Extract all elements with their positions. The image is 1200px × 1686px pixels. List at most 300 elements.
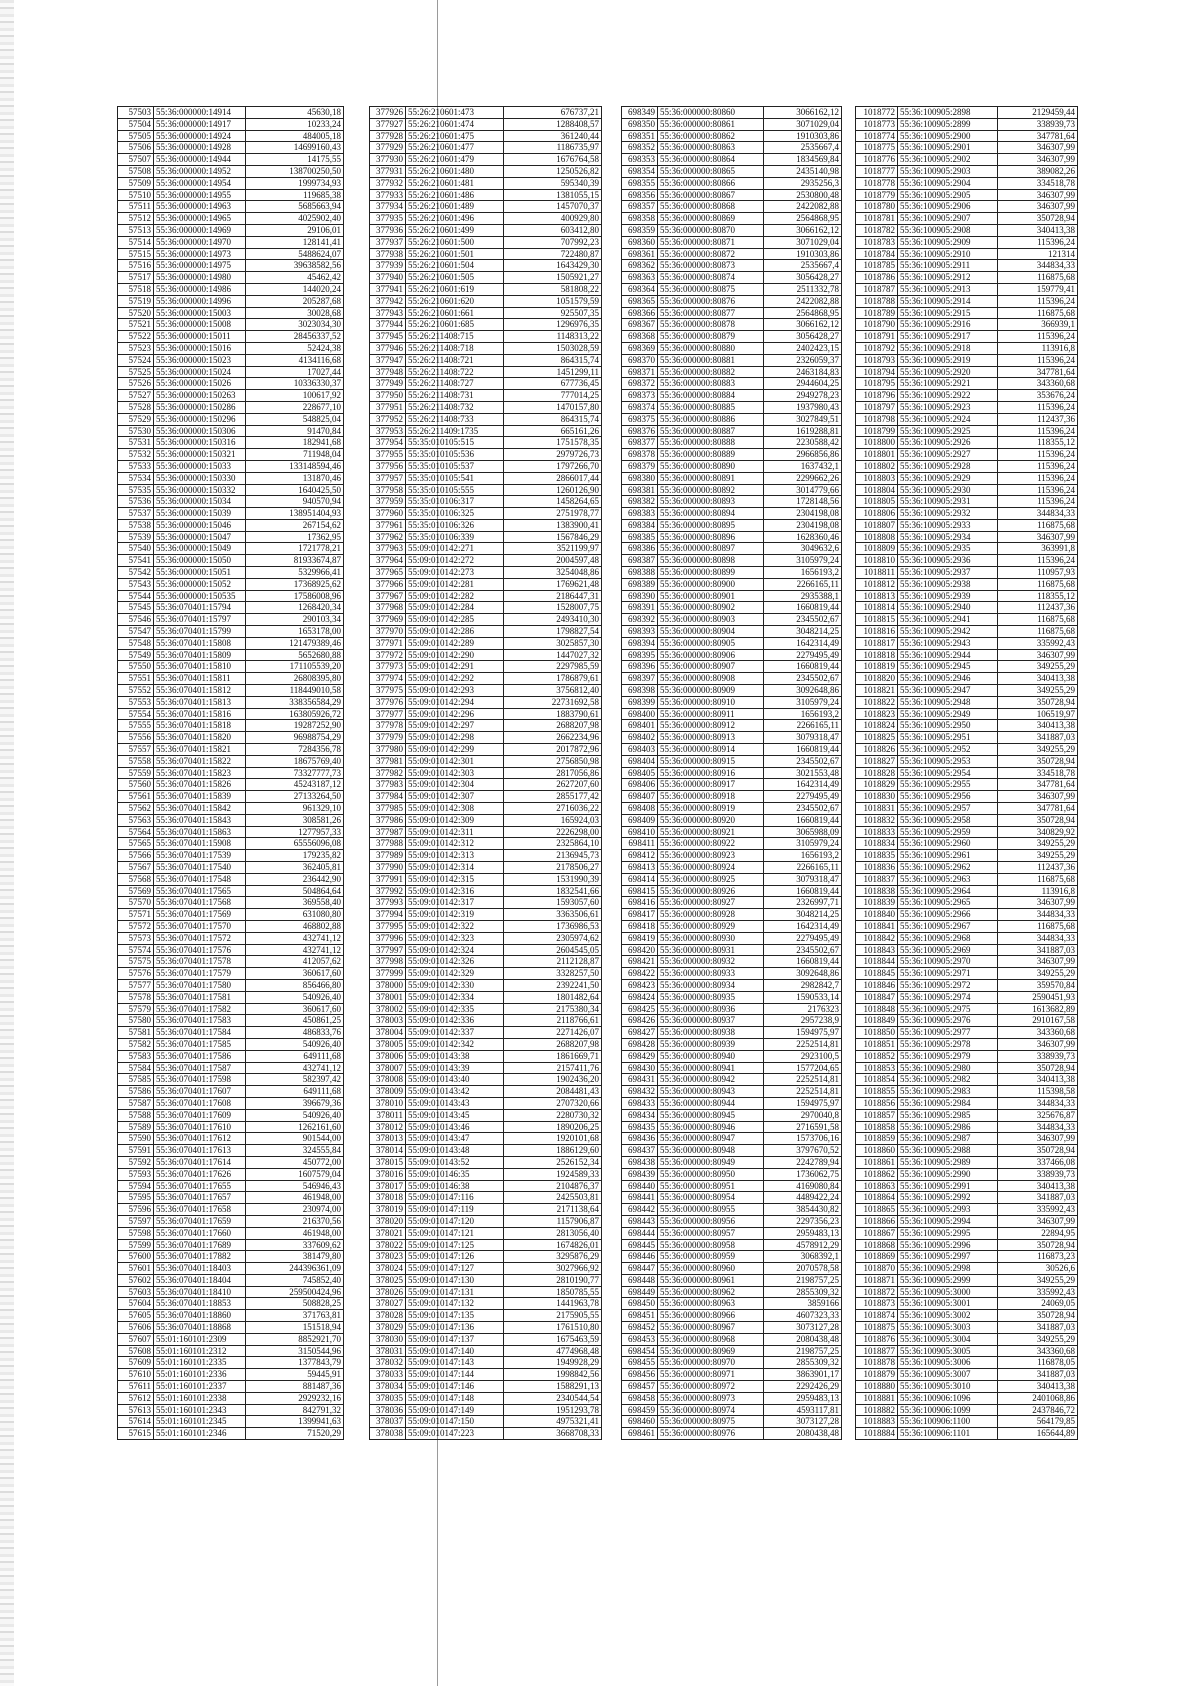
table-row <box>856 897 1078 909</box>
cadastral-number-cell: 55:36:000000:80972 <box>658 1381 764 1393</box>
cadastral-number-cell: 55:36:070401:17584 <box>154 1027 246 1039</box>
table-row <box>856 590 1078 602</box>
value-cell: 338939,73 <box>998 1050 1078 1062</box>
table-row <box>622 968 842 980</box>
cadastral-number-cell: 55:09:010142:303 <box>406 767 504 779</box>
table-row <box>118 1333 344 1345</box>
row-number-cell: 1018877 <box>856 1345 898 1357</box>
cadastral-number-cell: 55:36:100905:2954 <box>898 767 998 779</box>
table-row <box>622 1062 842 1074</box>
row-number-cell: 1018819 <box>856 661 898 673</box>
cadastral-number-cell: 55:09:010143:38 <box>406 1050 504 1062</box>
row-number-cell: 1018815 <box>856 614 898 626</box>
value-cell: 940570,94 <box>246 496 344 508</box>
table-row <box>370 1322 602 1334</box>
row-number-cell: 698354 <box>622 165 658 177</box>
cadastral-number-cell: 55:36:000000:80925 <box>658 873 764 885</box>
row-number-cell: 57539 <box>118 531 154 543</box>
table-row <box>856 1192 1078 1204</box>
row-number-cell: 698387 <box>622 555 658 567</box>
table-row <box>118 1204 344 1216</box>
row-number-cell: 698418 <box>622 920 658 932</box>
value-cell: 3797670,52 <box>764 1145 842 1157</box>
cadastral-number-cell: 55:35:010105:537 <box>406 460 504 472</box>
cadastral-number-cell: 55:36:100905:2923 <box>898 401 998 413</box>
registry-table-2 <box>369 106 602 1440</box>
value-cell: 308581,26 <box>246 814 344 826</box>
cadastral-number-cell: 55:09:010142:296 <box>406 708 504 720</box>
cadastral-number-cell: 55:36:100905:2922 <box>898 390 998 402</box>
cadastral-number-cell: 55:36:000000:150332 <box>154 484 246 496</box>
cadastral-number-cell: 55:36:000000:80943 <box>658 1086 764 1098</box>
registry-table-1 <box>117 106 344 1440</box>
value-cell: 115396,24 <box>998 401 1078 413</box>
table-row <box>370 118 602 130</box>
value-cell: 2230588,42 <box>764 437 842 449</box>
value-cell: 2401068,86 <box>998 1392 1078 1404</box>
row-number-cell: 57572 <box>118 920 154 932</box>
row-number-cell: 377965 <box>370 567 406 579</box>
row-number-cell: 698350 <box>622 118 658 130</box>
row-number-cell: 378005 <box>370 1038 406 1050</box>
value-cell: 4975321,41 <box>504 1416 602 1428</box>
table-row <box>622 1192 842 1204</box>
value-cell: 2604545,05 <box>504 944 602 956</box>
value-cell: 1528007,75 <box>504 602 602 614</box>
row-number-cell: 698434 <box>622 1109 658 1121</box>
table-row <box>856 755 1078 767</box>
row-number-cell: 378017 <box>370 1180 406 1192</box>
cadastral-number-cell: 55:36:070401:17570 <box>154 920 246 932</box>
value-cell: 324555,84 <box>246 1145 344 1157</box>
row-number-cell: 377973 <box>370 661 406 673</box>
row-number-cell: 698427 <box>622 1027 658 1039</box>
row-number-cell: 698384 <box>622 519 658 531</box>
row-number-cell: 377941 <box>370 283 406 295</box>
cadastral-number-cell: 55:36:100905:2918 <box>898 342 998 354</box>
cadastral-number-cell: 55:36:070401:15818 <box>154 720 246 732</box>
value-cell: 3092648,86 <box>764 968 842 980</box>
cadastral-number-cell: 55:26:210601:500 <box>406 236 504 248</box>
table-row <box>118 897 344 909</box>
cadastral-number-cell: 55:36:000000:80945 <box>658 1109 764 1121</box>
cadastral-number-cell: 55:09:010147:132 <box>406 1298 504 1310</box>
value-cell: 115396,24 <box>998 425 1078 437</box>
value-cell: 1157906,87 <box>504 1215 602 1227</box>
table-row <box>622 201 842 213</box>
row-number-cell: 1018824 <box>856 720 898 732</box>
table-row <box>856 413 1078 425</box>
row-number-cell: 377926 <box>370 107 406 119</box>
cadastral-number-cell: 55:36:000000:14924 <box>154 130 246 142</box>
value-cell: 400929,80 <box>504 213 602 225</box>
value-cell: 1642314,49 <box>764 779 842 791</box>
cadastral-number-cell: 55:36:100906:1096 <box>898 1392 998 1404</box>
row-number-cell: 57597 <box>118 1215 154 1227</box>
value-cell: 360617,60 <box>246 1003 344 1015</box>
value-cell: 340413,38 <box>998 1180 1078 1192</box>
value-cell: 115396,24 <box>998 555 1078 567</box>
value-cell: 116875,68 <box>998 920 1078 932</box>
table-row <box>370 944 602 956</box>
value-cell: 1577204,65 <box>764 1062 842 1074</box>
value-cell: 504864,64 <box>246 885 344 897</box>
table-row <box>370 1333 602 1345</box>
cadastral-number-cell: 55:36:100905:2898 <box>898 107 998 119</box>
table-row <box>622 944 842 956</box>
value-cell: 353676,24 <box>998 390 1078 402</box>
row-number-cell: 698454 <box>622 1345 658 1357</box>
cadastral-number-cell: 55:36:100905:2968 <box>898 932 998 944</box>
table-row <box>856 401 1078 413</box>
row-number-cell: 1018811 <box>856 567 898 579</box>
cadastral-number-cell: 55:09:010147:135 <box>406 1310 504 1322</box>
table-row <box>370 307 602 319</box>
cadastral-number-cell: 55:26:210601:496 <box>406 213 504 225</box>
row-number-cell: 698436 <box>622 1133 658 1145</box>
value-cell: 1383900,41 <box>504 519 602 531</box>
row-number-cell: 57545 <box>118 602 154 614</box>
table-row <box>370 201 602 213</box>
table-row <box>370 1015 602 1027</box>
cadastral-number-cell: 55:09:010142:313 <box>406 850 504 862</box>
table-row <box>118 354 344 366</box>
value-cell: 115398,58 <box>998 1086 1078 1098</box>
row-number-cell: 698413 <box>622 862 658 874</box>
cadastral-number-cell: 55:36:000000:80899 <box>658 567 764 579</box>
cadastral-number-cell: 55:36:000000:80944 <box>658 1097 764 1109</box>
value-cell: 1660819,44 <box>764 602 842 614</box>
cadastral-number-cell: 55:36:070401:17658 <box>154 1204 246 1216</box>
table-row <box>118 1274 344 1286</box>
value-cell: 113916,8 <box>998 342 1078 354</box>
row-number-cell: 1018846 <box>856 979 898 991</box>
table-row <box>856 484 1078 496</box>
row-number-cell: 1018849 <box>856 1015 898 1027</box>
value-cell: 179235,82 <box>246 850 344 862</box>
cadastral-number-cell: 55:09:010147:146 <box>406 1381 504 1393</box>
value-cell: 2176323 <box>764 1003 842 1015</box>
cadastral-number-cell: 55:36:100905:2901 <box>898 142 998 154</box>
cadastral-number-cell: 55:36:100905:2993 <box>898 1204 998 1216</box>
row-number-cell: 1018777 <box>856 165 898 177</box>
cadastral-number-cell: 55:36:070401:17598 <box>154 1074 246 1086</box>
table-row <box>370 732 602 744</box>
value-cell: 325676,87 <box>998 1109 1078 1121</box>
cadastral-number-cell: 55:36:100905:2975 <box>898 1003 998 1015</box>
value-cell: 1457070,37 <box>504 201 602 213</box>
table-row <box>856 1416 1078 1428</box>
table-row <box>622 107 842 119</box>
cadastral-number-cell: 55:36:000000:14944 <box>154 154 246 166</box>
row-number-cell: 57518 <box>118 283 154 295</box>
table-row <box>856 1109 1078 1121</box>
row-number-cell: 698406 <box>622 779 658 791</box>
row-number-cell: 698456 <box>622 1369 658 1381</box>
cadastral-number-cell: 55:36:000000:14986 <box>154 283 246 295</box>
table-row <box>370 1086 602 1098</box>
row-number-cell: 57611 <box>118 1381 154 1393</box>
cadastral-number-cell: 55:35:010105:515 <box>406 437 504 449</box>
cadastral-number-cell: 55:36:100905:2935 <box>898 543 998 555</box>
value-cell: 1643429,30 <box>504 260 602 272</box>
row-number-cell: 698383 <box>622 508 658 520</box>
cadastral-number-cell: 55:09:010142:329 <box>406 968 504 980</box>
value-cell: 2716591,58 <box>764 1121 842 1133</box>
cadastral-number-cell: 55:36:000000:80939 <box>658 1038 764 1050</box>
row-number-cell: 698397 <box>622 673 658 685</box>
row-number-cell: 1018788 <box>856 295 898 307</box>
value-cell: 3363506,61 <box>504 909 602 921</box>
table-row <box>118 118 344 130</box>
cadastral-number-cell: 55:09:010142:281 <box>406 578 504 590</box>
value-cell: 128141,41 <box>246 236 344 248</box>
row-number-cell: 698394 <box>622 637 658 649</box>
cadastral-number-cell: 55:36:000000:150306 <box>154 425 246 437</box>
value-cell: 340413,38 <box>998 720 1078 732</box>
row-number-cell: 1018855 <box>856 1086 898 1098</box>
cadastral-number-cell: 55:36:100905:3000 <box>898 1286 998 1298</box>
table-row <box>622 1274 842 1286</box>
cadastral-number-cell: 55:36:000000:80872 <box>658 248 764 260</box>
value-cell: 29106,01 <box>246 224 344 236</box>
value-cell: 45243187,12 <box>246 779 344 791</box>
cadastral-number-cell: 55:36:100905:2907 <box>898 213 998 225</box>
cadastral-number-cell: 55:36:000000:80880 <box>658 342 764 354</box>
cadastral-number-cell: 55:36:100905:2989 <box>898 1156 998 1168</box>
row-number-cell: 1018787 <box>856 283 898 295</box>
value-cell: 2266165,11 <box>764 720 842 732</box>
value-cell: 381479,80 <box>246 1251 344 1263</box>
cadastral-number-cell: 55:09:010147:136 <box>406 1322 504 1334</box>
table-row <box>622 413 842 425</box>
value-cell: 4593117,81 <box>764 1404 842 1416</box>
cadastral-number-cell: 55:36:000000:15024 <box>154 366 246 378</box>
row-number-cell: 698461 <box>622 1428 658 1440</box>
cadastral-number-cell: 55:36:000000:14928 <box>154 142 246 154</box>
value-cell: 1260126,90 <box>504 484 602 496</box>
row-number-cell: 698357 <box>622 201 658 213</box>
cadastral-number-cell: 55:36:100905:2972 <box>898 979 998 991</box>
cadastral-number-cell: 55:36:000000:80918 <box>658 791 764 803</box>
value-cell: 2949278,23 <box>764 390 842 402</box>
cadastral-number-cell: 55:36:070401:17539 <box>154 850 246 862</box>
value-cell: 722480,87 <box>504 248 602 260</box>
value-cell: 3066162,12 <box>764 107 842 119</box>
value-cell: 2080438,48 <box>764 1428 842 1440</box>
row-number-cell: 698414 <box>622 873 658 885</box>
row-number-cell: 1018857 <box>856 1109 898 1121</box>
cadastral-number-cell: 55:09:010143:45 <box>406 1109 504 1121</box>
value-cell: 707992,23 <box>504 236 602 248</box>
value-cell: 116878,05 <box>998 1357 1078 1369</box>
value-cell: 432741,12 <box>246 944 344 956</box>
registry-table-4 <box>855 106 1078 1440</box>
value-cell: 359570,84 <box>998 979 1078 991</box>
table-row <box>370 991 602 1003</box>
cadastral-number-cell: 55:36:100905:2982 <box>898 1074 998 1086</box>
value-cell: 4134116,68 <box>246 354 344 366</box>
table-row <box>370 909 602 921</box>
table-row <box>370 1156 602 1168</box>
value-cell: 17586008,96 <box>246 590 344 602</box>
value-cell: 344834,33 <box>998 1121 1078 1133</box>
cadastral-number-cell: 55:09:010142:298 <box>406 732 504 744</box>
table-row <box>118 1369 344 1381</box>
cadastral-number-cell: 55:09:010142:284 <box>406 602 504 614</box>
cadastral-number-cell: 55:26:210601:480 <box>406 165 504 177</box>
table-row <box>622 1416 842 1428</box>
cadastral-number-cell: 55:36:070401:17580 <box>154 979 246 991</box>
row-number-cell: 377933 <box>370 189 406 201</box>
value-cell: 1377843,79 <box>246 1357 344 1369</box>
table-row <box>370 1145 602 1157</box>
table-row <box>118 555 344 567</box>
row-number-cell: 377978 <box>370 720 406 732</box>
row-number-cell: 1018878 <box>856 1357 898 1369</box>
row-number-cell: 377943 <box>370 307 406 319</box>
table-row <box>370 1428 602 1440</box>
row-number-cell: 1018856 <box>856 1097 898 1109</box>
cadastral-number-cell: 55:36:000000:14973 <box>154 248 246 260</box>
cadastral-number-cell: 55:36:100905:2899 <box>898 118 998 130</box>
value-cell: 1660819,44 <box>764 814 842 826</box>
cadastral-number-cell: 55:36:000000:80956 <box>658 1215 764 1227</box>
cadastral-number-cell: 55:09:010143:47 <box>406 1133 504 1145</box>
value-cell: 4025902,40 <box>246 213 344 225</box>
table-row <box>118 484 344 496</box>
table-row <box>370 248 602 260</box>
table-row <box>118 708 344 720</box>
value-cell: 18675769,40 <box>246 755 344 767</box>
row-number-cell: 57527 <box>118 390 154 402</box>
cadastral-number-cell: 55:36:070401:17587 <box>154 1062 246 1074</box>
row-number-cell: 57529 <box>118 413 154 425</box>
cadastral-number-cell: 55:36:100906:1101 <box>898 1428 998 1440</box>
table-row <box>370 1404 602 1416</box>
table-row <box>856 1369 1078 1381</box>
row-number-cell: 1018865 <box>856 1204 898 1216</box>
cadastral-number-cell: 55:36:100905:2978 <box>898 1038 998 1050</box>
cadastral-number-cell: 55:36:000000:80893 <box>658 496 764 508</box>
table-row <box>622 177 842 189</box>
value-cell: 745852,40 <box>246 1274 344 1286</box>
table-row <box>118 590 344 602</box>
value-cell: 1786879,61 <box>504 673 602 685</box>
table-row <box>370 1392 602 1404</box>
value-cell: 363991,8 <box>998 543 1078 555</box>
value-cell: 2957238,9 <box>764 1015 842 1027</box>
row-number-cell: 57592 <box>118 1156 154 1168</box>
cadastral-number-cell: 55:36:100905:2964 <box>898 885 998 897</box>
table-row <box>856 1274 1078 1286</box>
row-number-cell: 1018884 <box>856 1428 898 1440</box>
row-number-cell: 57535 <box>118 484 154 496</box>
value-cell: 4578912,29 <box>764 1239 842 1251</box>
row-number-cell: 698421 <box>622 956 658 968</box>
table-row <box>118 201 344 213</box>
row-number-cell: 698432 <box>622 1086 658 1098</box>
row-number-cell: 378035 <box>370 1392 406 1404</box>
value-cell: 369558,40 <box>246 897 344 909</box>
cadastral-number-cell: 55:26:211408:727 <box>406 378 504 390</box>
table-row <box>856 201 1078 213</box>
value-cell: 1573706,16 <box>764 1133 842 1145</box>
row-number-cell: 378033 <box>370 1369 406 1381</box>
row-number-cell: 1018774 <box>856 130 898 142</box>
value-cell: 1288408,57 <box>504 118 602 130</box>
cadastral-number-cell: 55:36:000000:80870 <box>658 224 764 236</box>
value-cell: 2279495,49 <box>764 791 842 803</box>
table-row <box>370 873 602 885</box>
value-cell: 3049632,6 <box>764 543 842 555</box>
row-number-cell: 377970 <box>370 626 406 638</box>
table-row <box>370 130 602 142</box>
table-row <box>856 307 1078 319</box>
row-number-cell: 378034 <box>370 1381 406 1393</box>
table-row <box>370 1074 602 1086</box>
row-number-cell: 377985 <box>370 803 406 815</box>
value-cell: 2279495,49 <box>764 932 842 944</box>
table-row <box>622 991 842 1003</box>
value-cell: 1148313,22 <box>504 331 602 343</box>
row-number-cell: 377983 <box>370 779 406 791</box>
row-number-cell: 698398 <box>622 685 658 697</box>
row-number-cell: 57503 <box>118 107 154 119</box>
row-number-cell: 698379 <box>622 460 658 472</box>
value-cell: 595340,39 <box>504 177 602 189</box>
cadastral-number-cell: 55:09:010142:299 <box>406 744 504 756</box>
cadastral-number-cell: 55:09:010142:307 <box>406 791 504 803</box>
table-row <box>370 885 602 897</box>
row-number-cell: 698444 <box>622 1227 658 1239</box>
value-cell: 2392241,50 <box>504 979 602 991</box>
row-number-cell: 377954 <box>370 437 406 449</box>
cadastral-number-cell: 55:36:100905:2949 <box>898 708 998 720</box>
table-row <box>622 460 842 472</box>
table-row <box>622 909 842 921</box>
table-row <box>118 319 344 331</box>
row-number-cell: 57614 <box>118 1416 154 1428</box>
value-cell: 881487,36 <box>246 1381 344 1393</box>
row-number-cell: 1018843 <box>856 944 898 956</box>
cadastral-number-cell: 55:36:000000:80946 <box>658 1121 764 1133</box>
cadastral-number-cell: 55:09:010142:311 <box>406 826 504 838</box>
value-cell: 450772,00 <box>246 1156 344 1168</box>
row-number-cell: 57595 <box>118 1192 154 1204</box>
table-row <box>118 637 344 649</box>
cadastral-number-cell: 55:09:010142:291 <box>406 661 504 673</box>
cadastral-number-cell: 55:36:000000:15023 <box>154 354 246 366</box>
table-row <box>370 1097 602 1109</box>
value-cell: 2198757,25 <box>764 1274 842 1286</box>
table-row <box>856 1381 1078 1393</box>
value-cell: 3079318,47 <box>764 732 842 744</box>
value-cell: 346307,99 <box>998 1038 1078 1050</box>
cadastral-number-cell: 55:36:070401:15816 <box>154 708 246 720</box>
table-row <box>118 295 344 307</box>
row-number-cell: 57573 <box>118 932 154 944</box>
value-cell: 1441963,78 <box>504 1298 602 1310</box>
row-number-cell: 698380 <box>622 472 658 484</box>
table-row <box>118 1239 344 1251</box>
value-cell: 2959483,13 <box>764 1227 842 1239</box>
value-cell: 1458264,65 <box>504 496 602 508</box>
row-number-cell: 377958 <box>370 484 406 496</box>
table-row <box>370 107 602 119</box>
value-cell: 2935256,3 <box>764 177 842 189</box>
value-cell: 3065988,09 <box>764 826 842 838</box>
